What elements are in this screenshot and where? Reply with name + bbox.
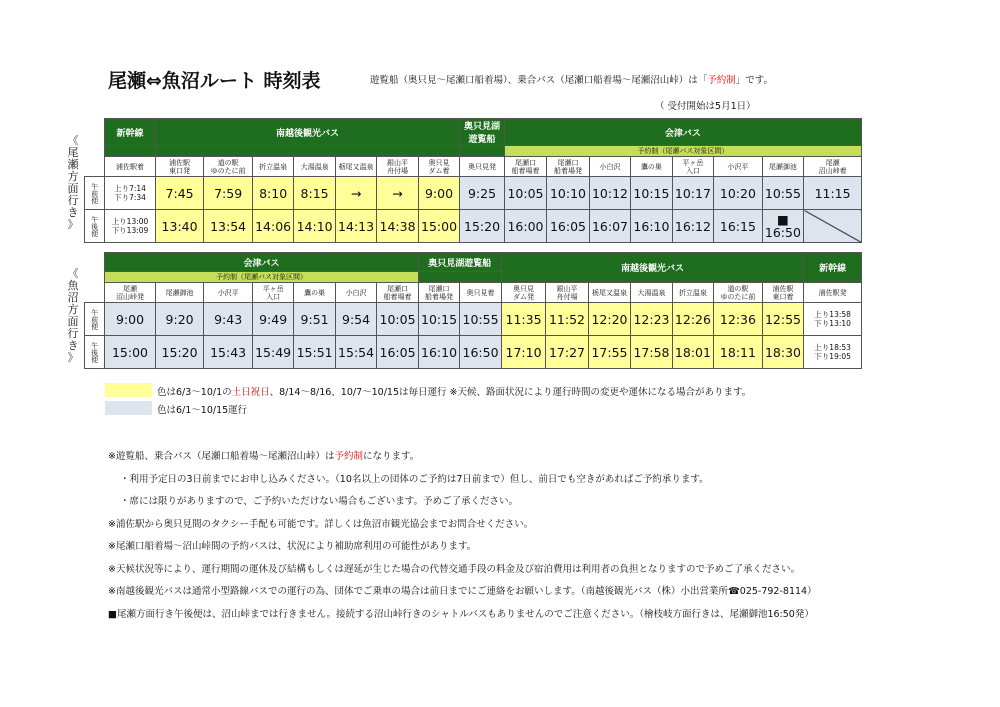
reservation-band: 予約制（尾瀬バス対象区間）: [504, 146, 861, 157]
departure-time: 10:05: [504, 177, 546, 210]
departure-time: 10:05: [377, 303, 419, 336]
operator-okutadami-boat: 奥只見湖遊覧船: [418, 253, 501, 272]
departure-time: 12:23: [631, 303, 672, 336]
departure-time: 18:01: [672, 336, 713, 369]
departure-time: →: [377, 177, 418, 210]
departure-time: 12:26: [672, 303, 713, 336]
train-times: 上り7:14 下り7:34: [105, 177, 156, 210]
stop-header: 平ヶ岳 入口: [252, 283, 293, 303]
departure-time: 14:10: [294, 210, 335, 243]
departure-time: 14:38: [377, 210, 418, 243]
stop-header: 小白沢: [589, 157, 630, 177]
departure-time: 12:55: [762, 303, 804, 336]
departure-time: 7:59: [204, 177, 253, 210]
legend-yellow-text: 色は6/3～10/1の土日祝日、8/14～8/16、10/7～10/15は毎日運行 ※天候、路面状況により運行時間の変更や運休になる場合があります。: [157, 387, 752, 398]
legend-yellow-swatch: [105, 383, 152, 397]
departure-time: 10:55: [762, 177, 803, 210]
legend-blue-text: 色は6/1～10/15運行: [157, 405, 248, 416]
departure-time: 7:45: [155, 177, 204, 210]
departure-time: 16:15: [714, 210, 763, 243]
stop-header: 浦佐駅 東口発: [155, 157, 204, 177]
departure-time: 10:20: [714, 177, 763, 210]
stop-header: 鷹の巣: [294, 283, 335, 303]
departure-time: 16:05: [547, 210, 589, 243]
departure-time: 10:12: [589, 177, 630, 210]
departure-time: 13:40: [155, 210, 204, 243]
departure-time: 11:35: [501, 303, 546, 336]
departure-time: 9:00: [105, 303, 156, 336]
departure-time: 12:20: [588, 303, 630, 336]
departure-time: 15:20: [460, 210, 505, 243]
service-label: 午後便: [85, 336, 105, 369]
notice-text: 遊覧船（奥只見～尾瀬口船着場）、乗合バス（尾瀬口船着場～尾瀬沼山峠）は「: [370, 75, 708, 86]
note-taxi: ※浦佐駅から奥只見間のタクシー手配も可能です。詳しくは魚沼市観光協会までお問合せください。: [108, 519, 534, 530]
departure-time: 9:49: [252, 303, 293, 336]
departure-time: 16:00: [504, 210, 546, 243]
reservation-band: 予約制（尾瀬バス対象区間）: [105, 272, 419, 283]
train-times: 上り13:58 下り13:10: [804, 303, 862, 336]
stop-header: 平ヶ岳 入口: [672, 157, 713, 177]
departure-time: 17:10: [501, 336, 546, 369]
stop-header: 栃尾又温泉: [588, 283, 630, 303]
departure-time: 15:20: [155, 336, 204, 369]
note-weather: ※天候状況等により、運行期間の運休及び結構もしくは遅延が生じた場合の代替交通手段の料金及び宿泊費用は利用者の負担となりますので予めご了承ください。: [108, 564, 800, 575]
operator-aizu-bus: 会津バス: [105, 253, 419, 272]
departure-time: 17:55: [588, 336, 630, 369]
departure-time: 15:54: [335, 336, 376, 369]
stop-header: 浦佐駅 東口着: [762, 283, 804, 303]
stop-header: 尾瀬 沼山峠発: [105, 283, 156, 303]
departure-time: 18:11: [714, 336, 763, 369]
departure-time: 8:10: [252, 177, 293, 210]
departure-time: 10:55: [460, 303, 501, 336]
departure-time: 10:10: [547, 177, 589, 210]
operator-minami-echigo-bus: 南越後観光バス: [501, 253, 803, 283]
departure-time: [804, 210, 862, 243]
stop-header: 浦佐駅発: [804, 283, 862, 303]
departure-time: 18:30: [762, 336, 804, 369]
departure-time: ■ 16:50: [762, 210, 803, 243]
departure-time: 9:51: [294, 303, 335, 336]
to-oze-side-label: 《 尾 瀬 方 面 行 き 》: [67, 134, 79, 231]
note-apply-deadline: ・利用予定日の3日前までにお申し込みください。（10名以上の団体のご予約は7日前まで）但し、前日でも空きがあればご予約承ります。: [120, 474, 709, 485]
service-label: 午前便: [85, 177, 105, 210]
departure-time: 9:25: [460, 177, 505, 210]
note-reservation: ※遊覧船、乗合バス（尾瀬口船着場～尾瀬沼山峠）は予約制になります。: [108, 451, 420, 462]
to-oze-timetable: [84, 118, 862, 243]
departure-time: 15:49: [252, 336, 293, 369]
departure-time: 9:54: [335, 303, 376, 336]
departure-time: 15:00: [418, 210, 460, 243]
stop-header: 尾瀬 沼山峠着: [804, 157, 862, 177]
stop-header: 尾瀬口 船着場発: [418, 283, 459, 303]
note-auxiliary-seat: ※尾瀬口船着場～沼山峠間の予約バスは、状況により補助席利用の可能性があります。: [108, 541, 477, 552]
stop-header: 尾瀬口 船着場着: [377, 283, 419, 303]
note-group-contact: ※南越後観光バスは通常小型路線バスでの運行の為、団体でご乗車の場合は前日までにご連絡をお願いします。（南越後観光バス（株）小出営業所☎025-792-8114）: [108, 586, 817, 597]
stop-header: 奥只見 ダム発: [501, 283, 546, 303]
reception-start: （ 受付開始は5月1日）: [655, 101, 756, 112]
departure-time: 16:10: [418, 336, 459, 369]
operator-shinkansen: 新幹線: [804, 253, 862, 283]
operator-aizu-bus: 会津バス: [504, 119, 861, 146]
stop-header: 奥只見 ダム着: [418, 157, 460, 177]
departure-time: 12:36: [714, 303, 763, 336]
note-afternoon-service: ■尾瀬方面行き午後便は、沼山峠までは行きません。接続する沼山峠行きのシャトルバスもありませんのでご注意ください。（檜枝岐方面行きは、尾瀬御池16:50発）: [108, 609, 814, 620]
departure-time: 15:00: [105, 336, 156, 369]
departure-time: 11:15: [804, 177, 862, 210]
departure-time: 14:06: [252, 210, 293, 243]
notice-highlight: 予約制: [707, 75, 736, 86]
departure-time: →: [335, 177, 376, 210]
note-limited-seats: ・席には限りがありますので、ご予約いただけない場合もございます。予めご了承ください。: [120, 496, 519, 507]
departure-time: 16:50: [460, 336, 501, 369]
stop-header: 尾瀬御池: [762, 157, 803, 177]
service-label: 午後便: [85, 210, 105, 243]
train-times: 上り18:53 下り19:05: [804, 336, 862, 369]
stop-header: 奥只見着: [460, 283, 501, 303]
stop-header: 道の駅 ゆのたに前: [714, 283, 763, 303]
departure-time: 14:13: [335, 210, 376, 243]
departure-time: 17:58: [631, 336, 672, 369]
operator-minami-echigo-bus: 南越後観光バス: [155, 119, 459, 146]
departure-time: 10:15: [631, 177, 672, 210]
legend-blue-swatch: [105, 401, 152, 415]
service-label: 午前便: [85, 303, 105, 336]
stop-header: 大湯温泉: [631, 283, 672, 303]
stop-header: 小沢平: [204, 283, 253, 303]
departure-time: 8:15: [294, 177, 335, 210]
operator-shinkansen: 新幹線: [105, 119, 156, 146]
departure-time: 16:05: [377, 336, 419, 369]
stop-header: 奥只見発: [460, 157, 505, 177]
stop-header: 栃尾又温泉: [335, 157, 376, 177]
departure-time: 17:27: [546, 336, 588, 369]
departure-time: 13:54: [204, 210, 253, 243]
stop-header: 尾瀬口 船着場発: [547, 157, 589, 177]
departure-time: 15:43: [204, 336, 253, 369]
stop-header: 小白沢: [335, 283, 376, 303]
stop-header: 折立温泉: [252, 157, 293, 177]
to-uonuma-timetable: [84, 252, 862, 369]
page-title: 尾瀬⇔魚沼ルート 時刻表: [108, 70, 321, 92]
stop-header: 銀山平 舟付場: [546, 283, 588, 303]
stop-header: 尾瀬口 船着場着: [504, 157, 546, 177]
departure-time: 9:00: [418, 177, 460, 210]
departure-time: 9:20: [155, 303, 204, 336]
departure-time: 16:12: [672, 210, 713, 243]
departure-time: 15:51: [294, 336, 335, 369]
reservation-notice: [370, 72, 773, 86]
departure-time: 10:15: [418, 303, 459, 336]
operator-okutadami-boat: 奥只見湖遊覧船: [460, 119, 505, 146]
departure-time: 10:17: [672, 177, 713, 210]
stop-header: 小沢平: [714, 157, 763, 177]
departure-time: 11:52: [546, 303, 588, 336]
departure-time: 16:07: [589, 210, 630, 243]
departure-time: 16:10: [631, 210, 672, 243]
departure-time: 9:43: [204, 303, 253, 336]
to-uonuma-side-label: 《 魚 沼 方 面 行 き 》: [67, 267, 79, 364]
stop-header: 道の駅 ゆのたに前: [204, 157, 253, 177]
train-times: 上り13:00 下り13:09: [105, 210, 156, 243]
stop-header: 尾瀬御池: [155, 283, 204, 303]
stop-header: 折立温泉: [672, 283, 713, 303]
stop-header: 鷹の巣: [631, 157, 672, 177]
stop-header: 浦佐駅着: [105, 157, 156, 177]
stop-header: 大湯温泉: [294, 157, 335, 177]
stop-header: 銀山平 舟付場: [377, 157, 418, 177]
notice-text-end: 」です。: [735, 75, 774, 86]
